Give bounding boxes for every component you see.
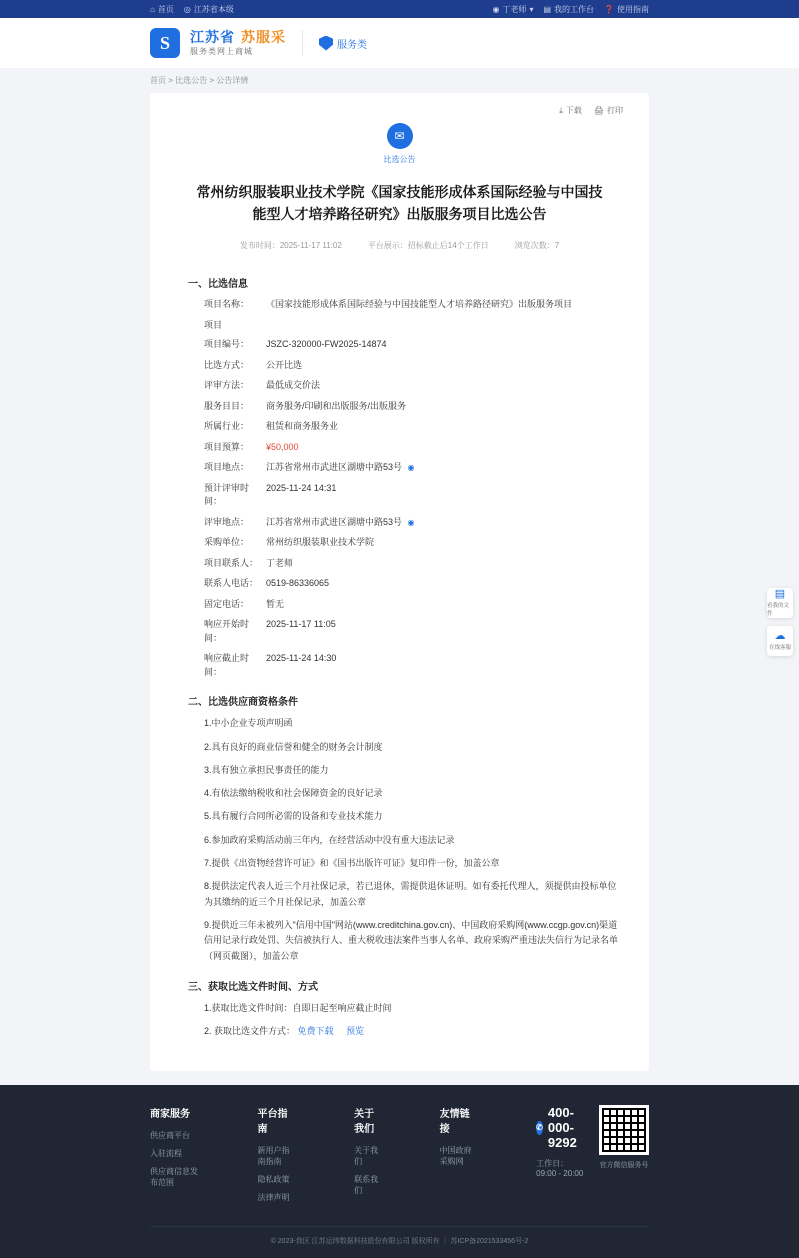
field-industry (204, 420, 621, 434)
download-label: 下载 (565, 106, 582, 115)
site-footer (0, 1085, 799, 1258)
breadcrumb-sep-2: > (209, 76, 215, 85)
topbar-user[interactable] (492, 4, 533, 15)
floating-toolbar (767, 588, 793, 656)
breadcrumb-item-notices[interactable]: 比选公告 (175, 76, 208, 85)
footer-link[interactable]: 入驻流程 (150, 1149, 182, 1159)
site-header (0, 18, 799, 68)
footer-qr-caption: 官方微信服务号 (599, 1162, 649, 1170)
field-value: 常州纺织服装职业技术学院 (266, 537, 375, 548)
field-value: 公开比选 (266, 359, 303, 370)
footer-link[interactable]: 中国政府采购网 (439, 1146, 472, 1167)
footer-column-title: 关于我们 (354, 1109, 375, 1136)
logo-subtitle: 服务类网上商城 (190, 46, 253, 56)
footer-hours: 工作日：09:00 - 20:00 (536, 1159, 584, 1179)
mail-icon: ✉ (387, 123, 413, 149)
qualification-item: 1.中小企业专项声明函 (204, 718, 293, 729)
field-value: 《国家技能形成体系国际经验与中国技能型人才培养路径研究》出版服务项目 (266, 298, 573, 309)
field-label: 所属行业： (204, 421, 250, 432)
header-badge-label: 服务类 (337, 39, 367, 51)
field-label: 响应截止时间： (204, 653, 250, 677)
field-value-wrap (266, 461, 415, 475)
online-service-button[interactable] (767, 626, 793, 656)
qr-code-icon (599, 1105, 649, 1155)
field-value: 0519-86336065 (266, 578, 330, 589)
location-icon: ◎ (183, 4, 191, 14)
qualification-item: 4.有依法缴纳税收和社会保障资金的良好记录 (204, 788, 383, 799)
topbar-home-label: 首页 (157, 4, 174, 14)
field-label: 联系人电话： (204, 578, 259, 589)
page-body (0, 93, 799, 1071)
section-heading-document-access: 三、获取比选文件时间、方式 (188, 981, 318, 993)
field-value: 租赁和商务服务业 (266, 421, 339, 432)
document-access-method (204, 1024, 621, 1039)
field-label: 评审方法： (204, 380, 250, 391)
footer-link[interactable]: 联系我们 (354, 1175, 379, 1196)
print-button[interactable] (594, 105, 623, 116)
document-type-badge (178, 123, 621, 165)
footer-column-title: 友情链接 (439, 1109, 470, 1136)
document-type-label: 比选公告 (383, 155, 416, 164)
field-purchaser (204, 536, 621, 550)
footer-link[interactable]: 隐私政策 (257, 1175, 290, 1185)
field-label: 项目地点： (204, 462, 250, 473)
footer-contact (536, 1105, 649, 1210)
topbar-home[interactable] (150, 4, 174, 15)
breadcrumb-item-home[interactable]: 首页 (150, 76, 166, 85)
field-label: 比选方式： (204, 359, 250, 370)
topbar-region[interactable] (184, 4, 234, 15)
qualification-item: 3.具有独立承担民事责任的能力 (204, 764, 329, 775)
field-label: 评审地点： (204, 516, 250, 527)
field-value: 江苏省常州市武进区湖塘中路53号 (266, 516, 403, 527)
field-review-time (204, 482, 621, 509)
chevron-down-icon: ▾ (529, 4, 534, 14)
field-review-method (204, 379, 621, 393)
field-value: JSZC-320000-FW2025-14874 (266, 339, 387, 350)
footer-column-platform (258, 1105, 297, 1210)
doc-icon: ▤ (774, 588, 786, 600)
location-pin-icon[interactable]: ◉ (407, 517, 415, 527)
logo-title-b: 苏服采 (241, 29, 286, 46)
card-tools (559, 105, 623, 116)
field-contact-person (204, 557, 621, 571)
topbar-left (150, 4, 234, 15)
footer-link[interactable]: 新用户指南指南 (257, 1146, 290, 1167)
field-value: 商务服务/印刷和出版服务/出版服务 (266, 400, 407, 411)
my-documents-label: 看我的文件 (767, 603, 790, 617)
notice-card (150, 93, 649, 1071)
topbar-workbench[interactable] (543, 4, 594, 15)
field-value-wrap (266, 516, 415, 530)
free-download-link[interactable]: 免费下载 (297, 1026, 334, 1037)
top-utility-bar (0, 0, 799, 18)
field-contact-phone (204, 577, 621, 591)
topbar-user-label: 丁老师 (502, 4, 527, 14)
logo-icon[interactable]: S (150, 28, 180, 58)
meta-publish-time: 发布时间：2025-11-17 11:02 (239, 240, 342, 250)
footer-column-title: 平台指南 (257, 1109, 288, 1136)
qualification-item: 7.提供《出资物经营许可证》和《国书出版许可证》复印件一份，加盖公章 (204, 858, 500, 869)
field-label: 响应开始时间： (204, 619, 250, 643)
footer-columns (150, 1105, 649, 1210)
field-service-category (204, 400, 621, 414)
field-label: 预计评审时间： (204, 482, 250, 507)
breadcrumb-sep-1: > (168, 76, 173, 85)
footer-phone (536, 1105, 585, 1150)
preview-link[interactable]: 预览 (346, 1026, 365, 1037)
footer-link[interactable]: 法律声明 (257, 1193, 290, 1203)
topbar-workbench-label: 我的工作台 (554, 4, 595, 14)
document-access-method-label: 2. 获取比选文件方式： (204, 1026, 296, 1037)
page-title: 常州纺织服装职业技术学院《国家技能形成体系国际经验与中国技能型人才培养路径研究》出版服务项目比选公告 (196, 184, 603, 223)
field-landline (204, 598, 621, 612)
footer-link[interactable]: 关于我们 (354, 1146, 379, 1167)
section-heading-bid-info: 一、比选信息 (188, 278, 248, 290)
field-review-location (204, 516, 621, 530)
footer-link[interactable]: 供应商平台 (150, 1131, 190, 1141)
topbar-right (492, 4, 649, 15)
footer-link[interactable]: 供应商信息发布范围 (150, 1167, 198, 1188)
field-bid-method (204, 359, 621, 373)
qualification-item: 6.参加政府采购活动前三年内，在经营活动中没有重大违法记录 (204, 834, 455, 845)
topbar-region-label: 江苏省本级 (193, 4, 234, 14)
footer-phone-number: 400-000-9292 (547, 1105, 577, 1151)
download-button[interactable] (559, 105, 582, 116)
meta-display-period: 平台展示：招标截止后14个工作日 (367, 240, 489, 250)
field-value: 最低成交价法 (266, 380, 321, 391)
header-service-badge (319, 36, 367, 51)
field-label: 采购单位： (204, 537, 250, 548)
breadcrumb-item-detail: 公告详情 (216, 76, 249, 85)
home-icon: ⌂ (150, 4, 155, 14)
print-icon: 🖨 (593, 106, 604, 115)
logo-title-a: 江苏省 (190, 29, 235, 46)
footer-column-merchant (150, 1105, 200, 1210)
section-heading-qualifications: 二、比选供应商资格条件 (188, 697, 298, 709)
field-value: ¥50,000 (266, 441, 299, 452)
field-value: 2025-11-24 14:30 (266, 653, 337, 664)
field-label: 项目名称： (204, 298, 250, 309)
qualification-item: 9.提供近三年未被列入"信用中国"网站(www.creditchina.gov.cn)、中国政府采购网(www.ccgp.gov.cn)渠道信用记录行政处罚、失信被执行人、重大税收违法案件当事人名单、政府采购严重违法失信行为记录名单（网页截图），加盖公章 (204, 919, 619, 961)
topbar-guide-label: 使用指南 (617, 4, 649, 14)
document-meta (178, 240, 621, 261)
field-label: 项目编号： (204, 339, 250, 350)
field-value: 2025-11-24 14:31 (266, 482, 337, 493)
footer-qr (599, 1105, 649, 1210)
footer-column-title: 商家服务 (150, 1109, 190, 1121)
my-documents-button[interactable] (767, 588, 793, 618)
footer-column-links (440, 1105, 479, 1210)
field-value: 江苏省常州市武进区湖塘中路53号 (266, 462, 403, 473)
print-label: 打印 (607, 106, 623, 115)
location-pin-icon[interactable]: ◉ (407, 463, 415, 473)
field-label: 项目联系人： (204, 557, 259, 568)
topbar-guide[interactable] (604, 4, 649, 15)
field-project-name-cont: 项目 (204, 320, 223, 331)
online-service-label: 在线客服 (768, 645, 791, 651)
field-value: 丁老师 (266, 557, 294, 568)
header-divider (302, 30, 303, 56)
field-value: 2025-11-17 11:05 (266, 619, 336, 630)
field-value: 暂无 (266, 598, 285, 609)
field-response-end (204, 652, 621, 679)
breadcrumb (0, 68, 799, 93)
qualification-item: 5.具有履行合同所必需的设备和专业技术能力 (204, 811, 383, 822)
qualification-item: 8.提供法定代表人近三个月社保记录，若已退休，需提供退休证明。如有委托代理人，须提供由投标单位为其缴纳的近三个月社保记录，加盖公章 (204, 881, 617, 907)
workbench-icon: ▤ (543, 4, 552, 14)
field-label: 项目预算： (204, 441, 250, 452)
question-icon: ❓ (604, 4, 614, 14)
meta-view-count: 浏览次数：7 (514, 240, 560, 250)
document-access-time: 1.获取比选文件时间：自即日起至响应截止时间 (204, 1002, 392, 1013)
logo-title-line (190, 29, 286, 47)
footer-phone-block (536, 1105, 585, 1210)
footer-column-about (354, 1105, 382, 1210)
field-budget (204, 441, 621, 455)
logo-text[interactable] (190, 29, 286, 57)
phone-icon: ✆ (536, 1121, 543, 1135)
qualification-item: 2.具有良好的商业信誉和健全的财务会计制度 (204, 741, 383, 752)
field-response-start (204, 618, 621, 645)
footer-copyright: © 2023-我区 江苏运纬数据科技股份有限公司 版权所有 ｜ 苏ICP备2021533456号-2 (150, 1226, 649, 1246)
field-project-name (204, 298, 621, 312)
download-icon: ⤓ (559, 105, 563, 115)
field-label: 固定电话： (204, 598, 250, 609)
user-avatar-icon: ◉ (492, 4, 500, 14)
field-label: 服务目目： (204, 400, 250, 411)
service-icon: ☁ (774, 630, 786, 642)
field-project-code (204, 338, 621, 352)
field-project-location (204, 461, 621, 475)
shield-icon (319, 36, 333, 51)
